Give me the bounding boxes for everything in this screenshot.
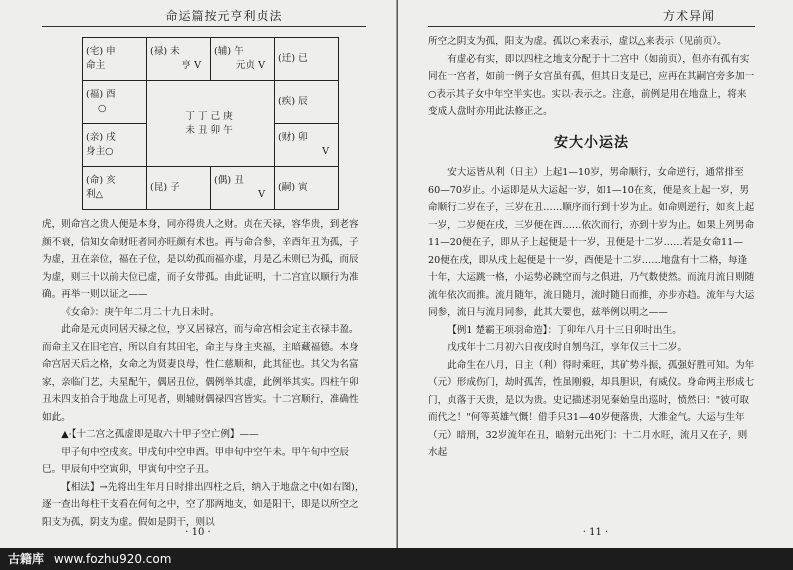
- chart-center: [147, 81, 275, 167]
- paragraph: 虎，则命宫之贵人便是本身，同亦得贵人之财。贞在天禄，容华贵，到老容颜不衰，信知女命财旺者同亦旺颜有术也。再与命合参，辛酉年丑为孤，子为虚，丑在亲位，福在子位，是以幼孤而福亦虚，月是乙未则已为孤，而辰为虚，则三十以前夫位已虚，而子女带孤。由此证明，十二宫宜以顺行为准确。再举一则以证之——: [42, 219, 359, 300]
- paragraph: 此命生在八月，日主（利）得时乘旺，其矿势斗振，孤强好胜可知。为年（元）形成伤门，劫时孤苦，性虽刚毅，却具胆识，有威仪。身命两主形成七门，贞落于天贵，是以为贵。史记描述羽见秦始皇出巡时，愤然曰："彼可取而代之！"何等英雄气慨！借手只31—40岁便落贵，大淮金气。大运与生年（元）暗刑，32岁流年在丑，暗射元出死门：十二月水旺，流月又在子，则水起: [428, 359, 755, 458]
- paragraph: 【例1 楚霸王项羽命造】：丁卯年八月十三日卯时出生。: [447, 324, 682, 336]
- paragraph: 《女命》：庚午年二月二十九日未时。: [61, 306, 220, 318]
- paragraph: 【相法】→先将出生年月日时排出四柱之后，纳入于地盘之中(如右图)，逐一查出每柱干支看在何旬之中，空了那两地支，如是阳干，即是以所空之阳支为孤，阴支为虚。假如是阴干，则以: [42, 481, 365, 528]
- paragraph: 甲子旬中空戌亥。甲戌旬中空申酉。甲申旬中空午未。甲午旬中空辰巳。甲辰旬中空寅卯，甲寅旬中空子丑。: [42, 446, 349, 475]
- paragraph: 戊戌年十二月初六日夜戌时自刎乌江，享年仅三十二岁。: [447, 342, 688, 353]
- chart-cell-si: (迁) 已: [275, 38, 339, 81]
- chart-cell-wu: (辅) 午 元贞 V: [211, 38, 275, 81]
- chart-cell-chen: (疾) 辰: [275, 81, 339, 124]
- chart-cell-hai: (命) 亥 利△: [83, 167, 147, 210]
- paragraph: 安大运皆从利（日主）上起1—10岁，男命顺行，女命逆行，通常排至60—70岁止。小运即是从大运起一岁，如1—10在亥，便是亥上起一岁，男命顺行二岁在子，三岁在丑……顺序而行到十岁为止。如命则逆行，如亥上起一岁，二岁便在戌，三岁便在酉……依次而行，亦到十岁为止。如果上列男命11—20便在子，即从子上起便是十一岁，丑便是十二岁……若是女命11—20便在戌，即从戌上起便是十一岁，酉便是十二岁……地盘有十二格，每逢十年，大运跳一格，小运势必跳空而与之俱进，乃气数使然。而流月流日则随流年依次而推。流月随年，流日随月，流时随日而推，亦步亦趋。流年与大运同参，流日与流月同参，此其大要也，兹举例以明之——: [428, 167, 755, 318]
- destiny-chart: [82, 37, 339, 210]
- right-page-number: · 11 ·: [582, 527, 609, 538]
- chart-cell-yin: (嗣) 寅: [275, 167, 339, 210]
- chart-cell-shen: (宅) 申 命主: [83, 38, 147, 81]
- paragraph: 有虚必有实，即以四柱之地支分配于十二宫中（如前页），但亦有孤有实同在一宫者，如前一例子女宫虽有孤，但其日支是已，应再在其嗣宫旁多加一○表示其子女中年空半实也。实以·表示之。注意，前例是用在地盘上，将来变成人盘时亦用此法修正之。: [428, 53, 755, 117]
- paragraph: ▲·【十二宫之孤虚即是取六十甲子空亡例】——: [61, 429, 259, 440]
- section-title: 安大小运法: [554, 134, 629, 151]
- watermark-bar: [0, 548, 793, 570]
- chart-cell-xu: (亲) 戌 身主○: [83, 124, 147, 167]
- chart-cell-mao: (财) 卯 V: [275, 124, 339, 167]
- chart-cell-wei: (禄) 未 亨 V: [147, 38, 211, 81]
- right-page: [398, 0, 793, 548]
- paragraph: 此命是元贞同居天禄之位，亨又居禄宫，而与命宫相会定主衣禄丰盈。而命主又在旧宅宫，所以自有其田宅，命主与身主夹福，主暗藏福德。本身命宫居天后之格，女命之为贤妻良母，性仁慈顺和，此其征也。其父为名富家，亲临门艺，夫星配午，偶居丑位，偶例举其虚，此例举其实。四柱午卯丑未四支拍合于地盘上可见者，则辅财偶禄四宫皆实。十二宫顺行，准确性如此。: [42, 324, 359, 423]
- left-page: [0, 0, 397, 548]
- right-page-body: [428, 33, 755, 462]
- left-page-number: · 10 ·: [185, 527, 211, 538]
- left-page-header: 命运篇按元亨利贞法: [42, 0, 366, 27]
- chart-center-branches: 未丑卯午: [185, 124, 236, 136]
- left-page-body: [42, 216, 366, 531]
- chart-cell-chou: (偶) 丑 V: [211, 167, 275, 210]
- chart-center-stems: 丁丁己庚: [185, 110, 236, 122]
- chart-cell-you: (福) 酉 ○: [83, 81, 147, 124]
- site-logo: 古籍库: [8, 552, 45, 566]
- site-url[interactable]: www.fozhu920.com: [53, 552, 172, 566]
- chart-cell-zi: (昆) 子: [147, 167, 211, 210]
- right-page-header: 方术异闻: [428, 0, 755, 27]
- paragraph: 所空之阴支为孤，阳支为虚。孤以○来表示，虚以△来表示（见前页）。: [428, 36, 727, 47]
